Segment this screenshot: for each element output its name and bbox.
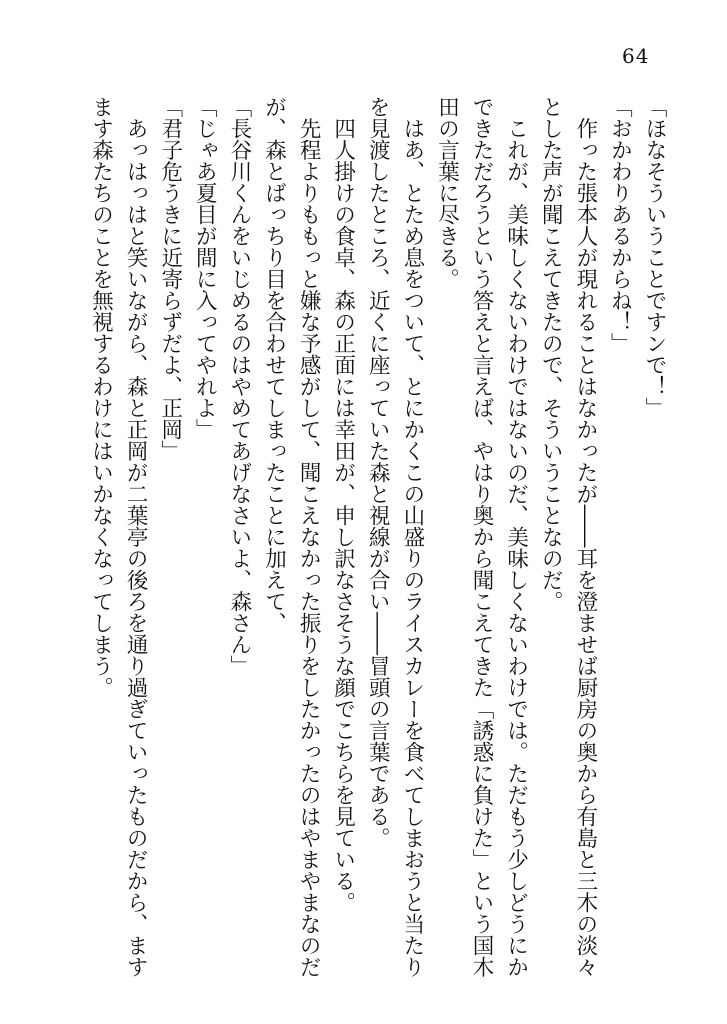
text-line: 「ほなそういうことですンで！」: [642, 96, 667, 419]
text-line: あっはっはと笑いながら、森と正岡が二葉亭の後ろを通り過ぎていったものだから、ます: [123, 96, 149, 978]
page-number: 64: [622, 44, 650, 68]
text-line: 四人掛けの食卓、森の正面には幸田が、申し訳なさそうな顔でこちらを見ている。: [330, 96, 356, 913]
text-line: 「長谷川くんをいじめるのはやめてあげなさいよ、森さん」: [226, 96, 252, 677]
text-line: 田の言葉に尽きる。: [434, 96, 460, 290]
text-line: 「じゃあ夏目が間に入ってやれよ」: [192, 96, 218, 440]
text-line: 「おかわりあるからね！」: [607, 96, 633, 354]
text-line: できただろうという答えと言えば、やはり奥から聞こえてきた「誘惑に負けた」という国木: [469, 96, 495, 978]
text-line: とした声が聞こえてきたので、そういうことなのだ。: [538, 96, 564, 612]
text-line: を見渡したところ、近くに座っていた森と視線が合い――冒頭の言葉である。: [365, 96, 391, 849]
text-line: ます森たちのことを無視するわけにはいかなくなってしまう。: [88, 96, 114, 698]
body-text: [51, 96, 671, 976]
text-line: 作った張本人が現れることはなかったが――耳を澄ませば厨房の奥から有島と三木の淡々: [572, 96, 598, 978]
text-line: 先程よりももっと嫌な予感がして、聞こえなかった振りをしたかったのはやまやまなのだ: [296, 96, 322, 978]
text-line: が、森とばっちり目を合わせてしまったことに加えて、: [261, 96, 287, 634]
text-line: はあ、とため息をついて、とにかくこの山盛りのライスカレーを食べてしまおうと当たり: [399, 96, 425, 978]
text-line: 「君子危うきに近寄らずだよ、正岡」: [157, 96, 183, 462]
text-line: これが、美味しくないわけではないのだ、美味しくないわけでは。ただもう少しどうにか: [503, 96, 529, 978]
